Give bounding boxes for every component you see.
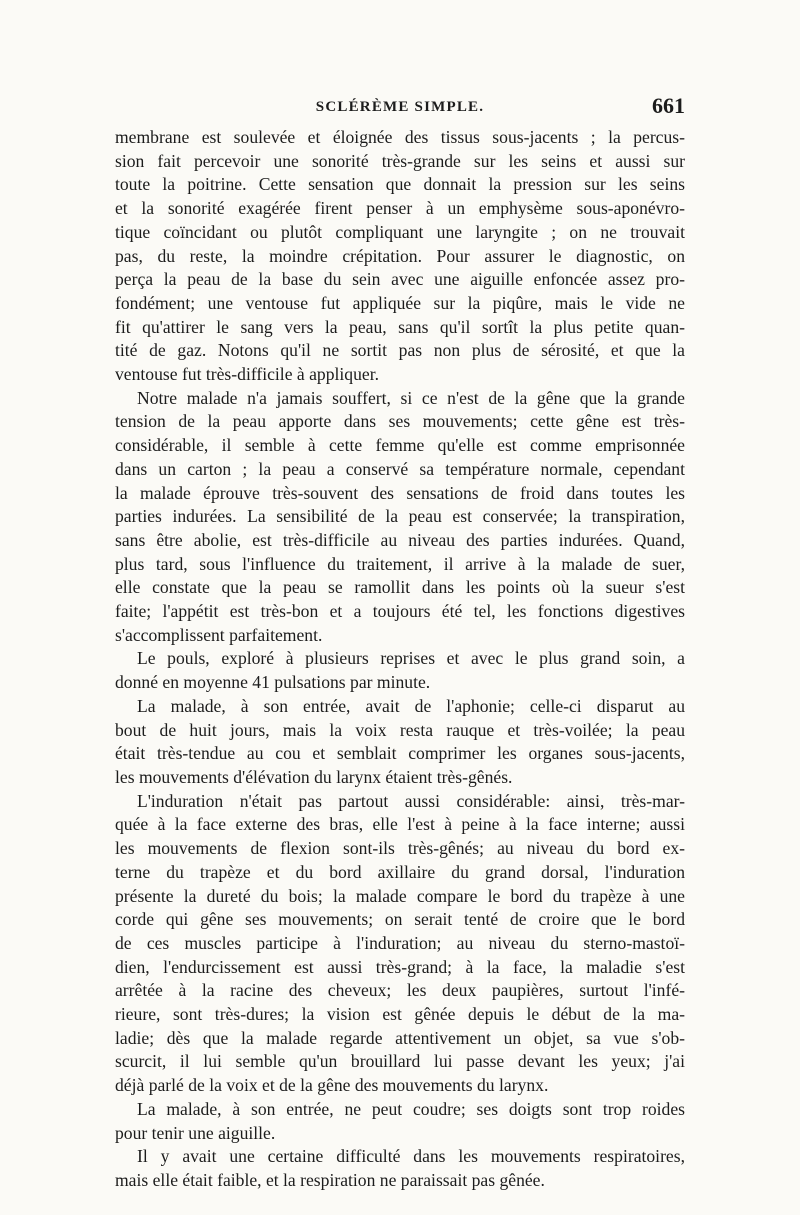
- text-line: arrêtée à la racine des cheveux; les deux paupières, surtout l'infé-: [115, 980, 685, 1001]
- text-line: corde qui gêne ses mouvements; on serait tenté de croire que le bord: [115, 909, 685, 930]
- text-line: rieure, sont très-dures; la vision est gênée depuis le début de la ma-: [115, 1004, 685, 1025]
- paragraph: [115, 790, 685, 1098]
- text-line: présente la dureté du bois; la malade compare le bord du trapèze à une: [115, 885, 685, 906]
- text-line: scurcit, il lui semble qu'un brouillard lui passe devant les yeux; j'ai: [115, 1051, 685, 1072]
- paragraph: [115, 1098, 685, 1145]
- text-line: était très-tendue au cou et semblait comprimer les organes sous-jacents,: [115, 743, 685, 764]
- text-line: faite; l'appétit est très-bon et a toujours été tel, les fonctions digestives: [115, 601, 685, 622]
- paragraph: [115, 695, 685, 790]
- text-line: membrane est soulevée et éloignée des tissus sous-jacents ; la percus-: [115, 127, 685, 147]
- text-line: et la sonorité exagérée firent penser à un emphysème sous-aponévro-: [115, 198, 685, 219]
- text-line: perça la peau de la base du sein avec une aiguille enfoncée assez pro-: [115, 269, 685, 290]
- text-line: Le pouls, exploré à plusieurs reprises et avec le plus grand soin, a: [137, 648, 685, 669]
- page-header: [115, 93, 685, 127]
- text-line: mais elle était faible, et la respiration ne paraissait pas gênée.: [115, 1169, 545, 1190]
- text-line: plus tard, sous l'influence du traitement, il arrive à la malade de suer,: [115, 553, 685, 574]
- text-line: dien, l'endurcissement est aussi très-grand; à la face, la maladie s'est: [115, 956, 685, 977]
- paragraph: [115, 1145, 685, 1192]
- text-line: ventouse fut très-difficile à appliquer.: [115, 364, 379, 385]
- text-line: terne du trapèze et du bord axillaire du grand dorsal, l'induration: [115, 861, 685, 882]
- text-line: toute la poitrine. Cette sensation que donnait la pression sur les seins: [115, 174, 685, 195]
- text-line: donné en moyenne 41 pulsations par minute.: [115, 672, 431, 693]
- text-line: parties indurées. La sensibilité de la peau est conservée; la transpiration,: [115, 506, 685, 527]
- text-line: tension de la peau apporte dans ses mouvements; cette gêne est très-: [115, 411, 685, 432]
- paragraph: [115, 387, 685, 648]
- text-line: Il y avait une certaine difficulté dans les mouvements respiratoires,: [137, 1146, 685, 1167]
- text-line: Notre malade n'a jamais souffert, si ce n'est de la gêne que la grande: [137, 387, 685, 408]
- text-line: La malade, à son entrée, ne peut coudre; ses doigts sont trop roides: [137, 1098, 685, 1119]
- paragraph: [115, 126, 685, 387]
- text-line: sans être abolie, est très-difficile au niveau des parties indurées. Quand,: [115, 529, 685, 550]
- page-number: 661: [652, 93, 685, 118]
- text-line: fondément; une ventouse fut appliquée sur la piqûre, mais le vide ne: [115, 292, 685, 313]
- text-line: dans un carton ; la peau a conservé sa température normale, cependant: [115, 458, 685, 479]
- text-line: pas, du reste, la moindre crépitation. Pour assurer le diagnostic, on: [115, 245, 685, 266]
- text-line: quée à la face externe des bras, elle l'est à peine à la face interne; aussi: [115, 814, 685, 835]
- text-line: la malade éprouve très-souvent des sensations de froid dans toutes les: [115, 482, 685, 503]
- text-line: bout de huit jours, mais la voix resta rauque et très-voilée; la peau: [115, 719, 685, 740]
- text-line: de ces muscles participe à l'induration; au niveau du sterno-mastoï-: [115, 932, 685, 953]
- text-line: tique coïncidant ou plutôt compliquant une laryngite ; on ne trouvait: [115, 221, 685, 242]
- text-line: La malade, à son entrée, avait de l'aphonie; celle-ci disparut au: [137, 695, 685, 716]
- text-line: s'accomplissent parfaitement.: [115, 624, 323, 645]
- running-title: SCLÉRÈME SIMPLE.: [315, 99, 485, 115]
- text-line: considérable, il semble à cette femme qu'elle est comme emprisonnée: [115, 435, 685, 456]
- text-line: les mouvements de flexion sont-ils très-gênés; au niveau du bord ex-: [115, 838, 685, 859]
- text-line: elle constate que la peau se ramollit dans les points où la sueur s'est: [115, 577, 685, 598]
- text-line: fit qu'attirer le sang vers la peau, sans qu'il sortît la plus petite quan-: [115, 316, 685, 337]
- text-line: tité de gaz. Notons qu'il ne sortit pas non plus de sérosité, et que la: [115, 340, 685, 361]
- text-line: sion fait percevoir une sonorité très-grande sur les seins et aussi sur: [115, 150, 685, 171]
- paragraph: [115, 647, 685, 694]
- text-line: pour tenir une aiguille.: [115, 1122, 276, 1143]
- text-line: les mouvements d'élévation du larynx étaient très-gênés.: [115, 766, 513, 787]
- text-line: L'induration n'était pas partout aussi considérable: ainsi, très-mar-: [137, 790, 685, 811]
- text-line: ladie; dès que la malade regarde attentivement un objet, sa vue s'ob-: [115, 1027, 685, 1048]
- text-line: déjà parlé de la voix et de la gêne des mouvements du larynx.: [115, 1075, 549, 1096]
- body-text: [115, 126, 685, 1193]
